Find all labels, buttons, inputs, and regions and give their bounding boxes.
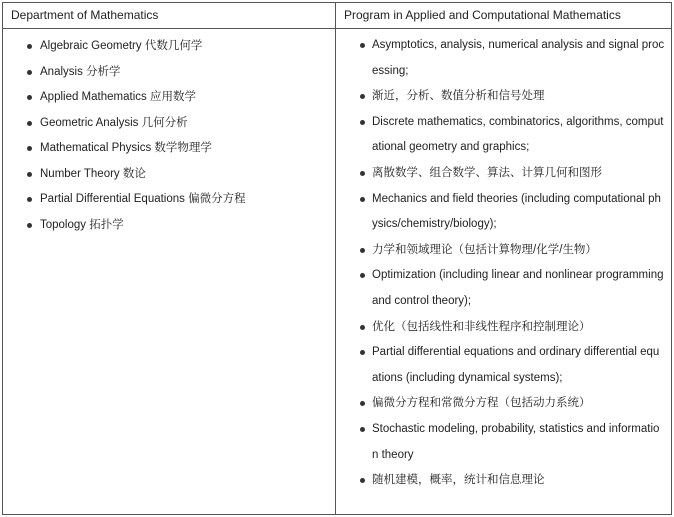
bullet-icon — [27, 121, 32, 126]
list-item — [336, 391, 671, 417]
list-item — [3, 213, 335, 239]
list-item — [336, 161, 671, 187]
list-item-text: 力学和领域理论（包括计算物理/化学/生物） — [372, 243, 597, 256]
bullet-icon — [360, 248, 365, 253]
list-item — [3, 85, 335, 111]
bullet-icon — [360, 120, 365, 125]
list-item — [336, 238, 671, 264]
list-item-text: Partial differential equations and ordinary differential equations (including dynamical systems); — [372, 346, 660, 384]
list-item — [336, 110, 671, 161]
list-item — [336, 340, 671, 391]
bullet-icon — [360, 197, 365, 202]
bullet-icon — [27, 146, 32, 151]
list-item-text: Algebraic Geometry 代数几何学 — [40, 40, 203, 52]
list-item-text: Optimization (including linear and nonlinear programming and control theory); — [372, 269, 664, 307]
list-item — [3, 187, 335, 213]
bullet-icon — [27, 70, 32, 75]
list-item-text: 离散数学、组合数学、算法、计算几何和图形 — [372, 166, 602, 179]
list-item-text: Discrete mathematics, combinatorics, algorithms, computational geometry and graphics; — [372, 115, 664, 154]
bullet-icon — [27, 223, 32, 228]
list-item-text: Stochastic modeling, probability, statistics and information theory — [372, 422, 660, 461]
bullet-icon — [360, 43, 365, 48]
list-item — [3, 111, 335, 137]
list-item-text: Analysis 分析学 — [40, 65, 121, 78]
bullet-icon — [27, 95, 32, 100]
list-item — [336, 33, 671, 84]
list-item-text: 偏微分方程和常微分方程（包括动力系统） — [372, 397, 591, 410]
list-item — [336, 468, 671, 494]
program-list — [336, 29, 671, 494]
list-item — [3, 162, 335, 188]
list-item-text: Topology 拓扑学 — [40, 218, 124, 231]
bullet-icon — [27, 172, 32, 177]
bullet-icon — [360, 171, 365, 176]
list-item-text: Asymptotics, analysis, numerical analysis and signal processing; — [372, 39, 665, 77]
list-item — [336, 315, 671, 341]
list-item-text: 优化（包括线性和非线性程序和控制理论） — [372, 320, 591, 333]
program-cell — [336, 29, 671, 514]
header-program: Program in Applied and Computational Mathematics — [344, 8, 621, 22]
bullet-icon — [27, 44, 32, 49]
table-header-row — [3, 3, 671, 29]
bullet-icon — [360, 478, 365, 483]
table-body-row — [3, 29, 671, 514]
list-item-text: Mathematical Physics 数学物理学 — [40, 142, 212, 154]
list-item — [336, 417, 671, 468]
list-item — [3, 136, 335, 162]
bullet-icon — [360, 401, 365, 406]
bullet-icon — [360, 427, 365, 432]
list-item — [336, 263, 671, 314]
department-list — [3, 29, 335, 238]
programs-table — [2, 2, 672, 515]
list-item — [3, 34, 335, 60]
bullet-icon — [27, 197, 32, 202]
bullet-icon — [360, 273, 365, 278]
list-item-text: Partial Differential Equations 偏微分方程 — [40, 193, 246, 205]
bullet-icon — [360, 325, 365, 330]
bullet-icon — [360, 94, 365, 99]
department-cell — [3, 29, 336, 514]
list-item — [3, 60, 335, 86]
list-item-text: Number Theory 数论 — [40, 167, 146, 180]
list-item-text: Mechanics and field theories (including computational physics/chemistry/biology); — [372, 192, 661, 231]
list-item-text: Applied Mathematics 应用数学 — [40, 91, 196, 103]
list-item-text: 随机建模，概率，统计和信息理论 — [372, 474, 545, 487]
bullet-icon — [360, 350, 365, 355]
list-item — [336, 187, 671, 238]
list-item-text: 渐近，分析、数值分析和信号处理 — [372, 90, 545, 103]
list-item-text: Geometric Analysis 几何分析 — [40, 116, 188, 129]
header-department: Department of Mathematics — [3, 3, 336, 28]
list-item — [336, 84, 671, 110]
